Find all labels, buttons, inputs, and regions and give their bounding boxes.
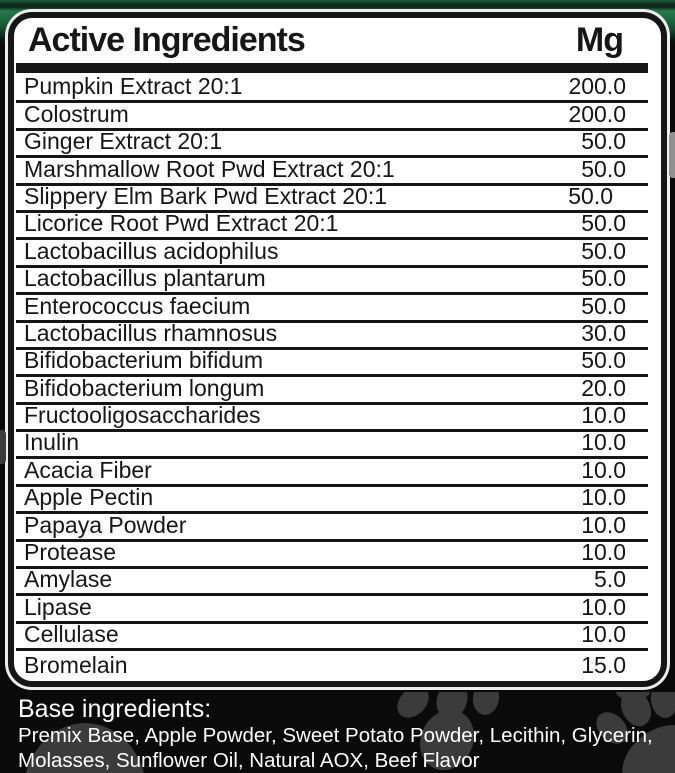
- ingredient-name: Licorice Root Pwd Extract 20:1: [24, 210, 339, 237]
- ingredient-mg-value: 10.0: [581, 429, 626, 456]
- ingredient-row: [16, 128, 648, 158]
- ingredient-mg-value: 10.0: [581, 621, 626, 648]
- ingredient-mg-value: 10.0: [581, 593, 626, 620]
- footer-text-block: [0, 690, 675, 773]
- ingredient-name: Inulin: [24, 429, 79, 456]
- ingredient-name: Marshmallow Root Pwd Extract 20:1: [24, 155, 395, 182]
- base-ingredients-line-1: Premix Base, Apple Powder, Sweet Potato Powder, Lecithin, Glycerin,: [18, 724, 653, 747]
- base-ingredients-line-2: Molasses, Sunflower Oil, Natural AOX, Beef Flavor: [18, 748, 480, 772]
- ingredient-name: Colostrum: [24, 100, 129, 127]
- ingredient-row: [16, 429, 648, 459]
- ingredient-row: [16, 402, 648, 432]
- ingredient-mg-value: 30.0: [581, 319, 626, 346]
- edge-highlight-fragment: [669, 132, 675, 178]
- ingredient-row: [16, 456, 648, 486]
- ingredient-row: [16, 347, 648, 377]
- ingredient-name: Slippery Elm Bark Pwd Extract 20:1: [24, 182, 388, 209]
- ingredient-row: [16, 237, 648, 267]
- ingredient-mg-value: 50.0: [581, 292, 626, 319]
- ingredient-row: [16, 511, 648, 541]
- active-ingredients-panel: [8, 12, 667, 687]
- ingredient-mg-value: 10.0: [581, 539, 626, 566]
- ingredient-name: Apple Pectin: [24, 484, 154, 511]
- ingredient-row: [16, 155, 648, 185]
- ingredient-row: [16, 182, 648, 213]
- ingredient-mg-value: 50.0: [581, 347, 626, 374]
- ingredient-row: [16, 651, 648, 678]
- ingredient-row: [16, 621, 648, 651]
- base-ingredients-title: Base ingredients:: [18, 695, 212, 723]
- ingredient-mg-value: 10.0: [581, 484, 626, 511]
- ingredient-name: Lactobacillus rhamnosus: [24, 319, 278, 346]
- ingredient-mg-value: 50.0: [581, 155, 626, 182]
- ingredient-name: Lactobacillus plantarum: [24, 265, 266, 292]
- ingredient-mg-value: 200.0: [568, 100, 626, 127]
- ingredient-mg-value: 50.0: [581, 210, 626, 237]
- ingredient-name: Protease: [24, 539, 117, 566]
- ingredient-mg-value: 10.0: [581, 402, 626, 429]
- ingredient-row: [16, 265, 648, 295]
- panel-header: [14, 18, 661, 60]
- ingredient-row: [16, 100, 648, 130]
- paw-print-edge-fragment: [0, 430, 6, 464]
- ingredient-name: Bromelain: [24, 651, 128, 678]
- ingredient-row: [16, 539, 648, 569]
- ingredient-name: Bifidobacterium longum: [24, 374, 265, 401]
- ingredient-row: [16, 292, 648, 322]
- ingredient-mg-value: 50.0: [581, 128, 626, 155]
- ingredient-mg-value: 200.0: [568, 73, 626, 100]
- ingredient-name: Amylase: [24, 566, 113, 593]
- ingredient-row: [16, 73, 648, 103]
- ingredient-mg-value: 20.0: [581, 374, 626, 401]
- ingredient-mg-value: 10.0: [581, 456, 626, 483]
- ingredient-name: Ginger Extract 20:1: [24, 128, 223, 155]
- ingredient-mg-value: 15.0: [581, 651, 626, 678]
- ingredient-mg-value: 10.0: [581, 511, 626, 538]
- panel-title: Active Ingredients: [28, 21, 305, 59]
- ingredient-name: Pumpkin Extract 20:1: [24, 73, 243, 100]
- ingredient-name: Lactobacillus acidophilus: [24, 237, 279, 264]
- ingredient-row: [16, 566, 648, 596]
- ingredient-name: Papaya Powder: [24, 511, 187, 538]
- ingredient-mg-value: 50.0: [581, 237, 626, 264]
- ingredient-row: [16, 593, 648, 623]
- ingredient-name: Bifidobacterium bifidum: [24, 347, 264, 374]
- ingredient-name: Enterococcus faecium: [24, 292, 251, 319]
- ingredient-table: [14, 73, 661, 679]
- ingredient-row: [16, 210, 648, 240]
- ingredient-row: [16, 484, 648, 514]
- base-ingredients-footer: [0, 690, 675, 773]
- ingredient-name: Cellulase: [24, 621, 119, 648]
- header-divider: [16, 63, 648, 73]
- ingredient-name: Lipase: [24, 593, 92, 620]
- ingredient-name: Acacia Fiber: [24, 456, 152, 483]
- ingredient-mg-value: 50.0: [581, 265, 626, 292]
- ingredient-row: [16, 374, 648, 404]
- ingredient-mg-value: 5.0: [594, 566, 626, 593]
- mg-column-header: Mg: [575, 21, 623, 59]
- ingredient-mg-value: 50.0: [568, 182, 613, 209]
- ingredient-name: Fructooligosaccharides: [24, 402, 261, 429]
- ingredient-row: [16, 319, 648, 350]
